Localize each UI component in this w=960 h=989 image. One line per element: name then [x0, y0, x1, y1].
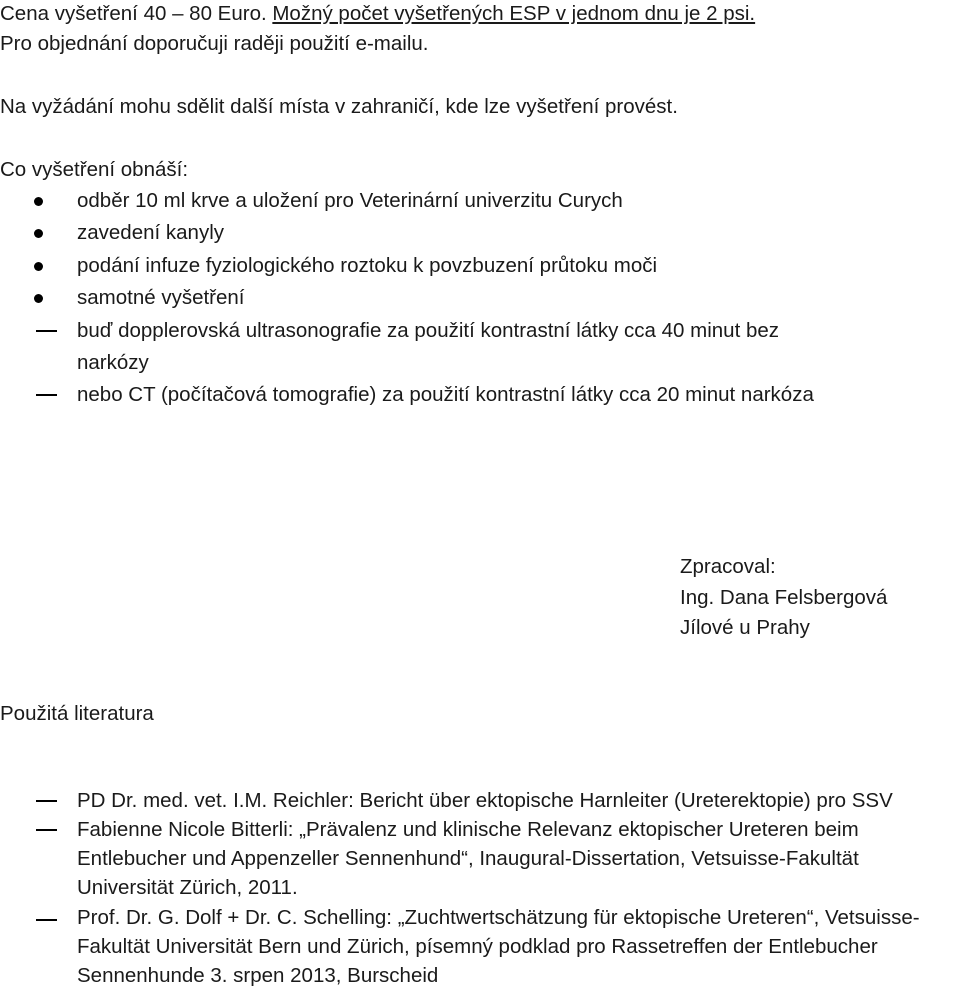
literature-item: Fabienne Nicole Bitterli: „Prävalenz und klinische Relevanz ektopischer Ureteren beim	[77, 818, 859, 841]
dash-icon	[36, 800, 57, 802]
author-name: Ing. Dana Felsbergová	[680, 586, 888, 609]
literature-item-continuation: Entlebucher und Appenzeller Sennenhund“, Inaugural-Dissertation, Vetsuisse-Fakultät	[77, 847, 859, 870]
author-place: Jílové u Prahy	[680, 616, 810, 639]
bullet-icon	[34, 229, 43, 238]
dash-icon	[36, 394, 57, 396]
dash-icon	[36, 919, 57, 921]
capacity-text: Možný počet vyšetřených ESP v jednom dnu je 2 psi.	[272, 2, 756, 25]
bullet-icon	[34, 262, 43, 271]
procedure-bullet: podání infuze fyziologického roztoku k povzbuzení průtoku moči	[77, 254, 658, 277]
procedure-bullet: zavedení kanyly	[77, 221, 225, 244]
literature-heading: Použitá literatura	[0, 702, 154, 725]
dash-icon	[36, 829, 57, 831]
order-line: Pro objednání doporučuji raději použití e-mailu.	[0, 32, 429, 55]
literature-item-continuation: Fakultät Universität Bern und Zürich, písemný podklad pro Rassetreffen der Entlebucher	[77, 935, 878, 958]
dash-icon	[36, 330, 57, 332]
literature-item-continuation: Universität Zürich, 2011.	[77, 876, 298, 899]
abroad-line: Na vyžádání mohu sdělit další místa v zahraničí, kde lze vyšetření provést.	[0, 95, 678, 118]
literature-item-continuation: Sennenhunde 3. srpen 2013, Burscheid	[77, 964, 439, 987]
procedure-bullet: samotné vyšetření	[77, 286, 245, 309]
procedure-option: buď dopplerovská ultrasonografie za použití kontrastní látky cca 40 minut bez	[77, 319, 780, 342]
price-line	[0, 2, 755, 26]
bullet-icon	[34, 294, 43, 303]
procedure-heading: Co vyšetření obnáší:	[0, 158, 189, 181]
procedure-option: nebo CT (počítačová tomografie) za použití kontrastní látky cca 20 minut narkóza	[77, 383, 814, 406]
literature-item: Prof. Dr. G. Dolf + Dr. C. Schelling: „Zuchtwertschätzung für ektopische Ureteren“, Vetsuisse-	[77, 906, 920, 929]
procedure-option-continuation: narkózy	[77, 351, 149, 374]
procedure-bullet: odběr 10 ml krve a uložení pro Veterinární univerzitu Curych	[77, 189, 623, 212]
price-text: Cena vyšetření 40 – 80 Euro.	[0, 2, 273, 25]
literature-item: PD Dr. med. vet. I.M. Reichler: Bericht über ektopische Harnleiter (Ureterektopie) pro SSV	[77, 789, 893, 812]
author-label: Zpracoval:	[680, 555, 776, 578]
bullet-icon	[34, 197, 43, 206]
